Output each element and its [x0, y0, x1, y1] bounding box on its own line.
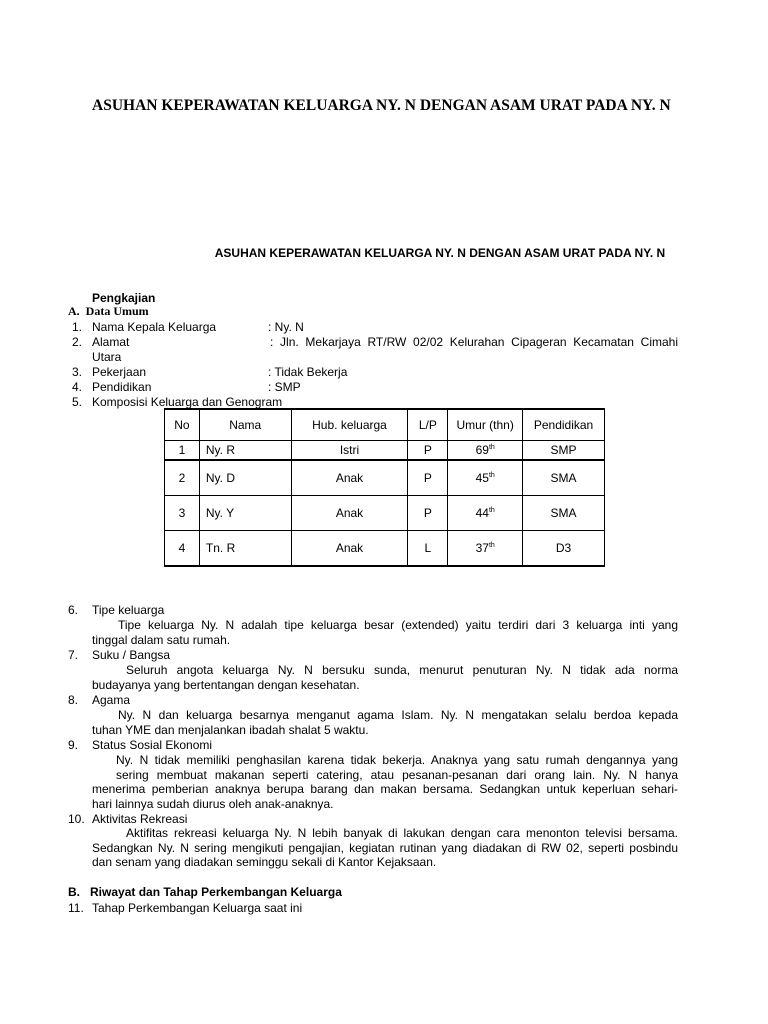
item-number: 9.: [68, 738, 79, 752]
section-b-letter: B.: [68, 885, 80, 899]
table-row: [165, 460, 605, 496]
item-body: [92, 753, 678, 811]
body-line: Seluruh angota keluarga Ny. N bersuku sunda, menurut penuturan Ny. N tidak ada norma: [126, 663, 678, 677]
header-umur: Umur (thn): [448, 409, 523, 441]
cell-umur: [448, 531, 523, 567]
body-line: Ny. N dan keluarga besarnya menganut agama Islam. Ny. N mengatakan selalu berdoa kepada: [118, 708, 678, 722]
item-number: 4.: [72, 380, 83, 394]
header-no: No: [165, 409, 200, 441]
section-b-heading: [68, 885, 342, 899]
value-pendidikan: : SMP: [268, 380, 301, 394]
cell-nama: Ny. Y: [199, 496, 291, 531]
body-line: Ny. N tidak memiliki penghasilan karena tidak bekerja. Anaknya yang satu rumah dengannya yang: [116, 753, 678, 767]
item-number: 7.: [68, 648, 79, 662]
cell-hub: Anak: [291, 496, 408, 531]
section-a-title: Data Umum: [85, 304, 149, 318]
label-pendidikan: Pendidikan: [92, 380, 152, 394]
umur-value: 69: [475, 443, 489, 457]
body-line: budayanya yang bertentangan dengan kesehatan.: [92, 677, 360, 692]
umur-suffix: th: [488, 507, 495, 514]
value-pekerjaan: : Tidak Bekerja: [268, 365, 348, 379]
label-alamat: Alamat: [92, 335, 130, 349]
header-lp: L/P: [408, 409, 448, 441]
item-title: Aktivitas Rekreasi: [92, 812, 188, 826]
family-composition-table: [164, 408, 605, 567]
body-line: menerima pemberian anaknya berupa barang dan makan bersama. Sedangkan untuk keperluan sehari-: [92, 782, 678, 796]
item-body: [92, 826, 678, 870]
cell-pendidikan: SMA: [523, 496, 605, 531]
pengkajian-heading: Pengkajian: [92, 291, 156, 305]
item-body: [92, 708, 678, 737]
value-alamat-cont: Utara: [92, 350, 122, 364]
cell-nama: Tn. R: [199, 531, 291, 567]
item-title: Status Sosial Ekonomi: [92, 738, 213, 752]
cell-lp: L: [408, 531, 448, 567]
header-hub-text: Hub. keluarga: [312, 417, 387, 432]
label-nama-kepala: Nama Kepala Keluarga: [92, 320, 217, 334]
table-header-row: [165, 409, 605, 441]
value-alamat: : Jln. Mekarjaya RT/RW 02/02 Kelurahan Cipageran Kecamatan Cimahi: [270, 335, 678, 349]
table-row: [165, 531, 605, 567]
body-line: tinggal dalam satu rumah.: [92, 632, 231, 647]
cell-umur: [448, 441, 523, 461]
label-pekerjaan: Pekerjaan: [92, 365, 147, 379]
header-nama: Nama: [199, 409, 291, 441]
section-a-heading: [68, 304, 149, 318]
cell-no: 4: [165, 531, 200, 567]
item-body: [92, 618, 678, 647]
section-a-letter: A.: [68, 304, 80, 318]
umur-value: 37: [475, 541, 489, 555]
cell-lp: P: [408, 460, 448, 496]
item-number: 10.: [68, 812, 85, 826]
item-title: Tipe keluarga: [92, 603, 165, 617]
cell-pendidikan: SMA: [523, 460, 605, 496]
body-line: dan senam yang diadakan seminggu sekali di Kantor Kejaksaan.: [92, 855, 437, 869]
data-umum-item-1: [72, 320, 82, 334]
item-number: 2.: [72, 335, 83, 349]
cell-no: 3: [165, 496, 200, 531]
header-pendidikan: Pendidikan: [523, 409, 605, 441]
umur-value: 45: [475, 471, 489, 485]
table-row: [165, 441, 605, 461]
umur-value: 44: [475, 506, 489, 520]
cell-hub: Anak: [291, 460, 408, 496]
cell-no: 2: [165, 460, 200, 496]
cell-nama: Ny. R: [199, 441, 291, 461]
item-number: 11.: [68, 901, 84, 915]
cell-no: 1: [165, 441, 200, 461]
body-line: hari lainnya sudah diurus oleh anak-anaknya.: [92, 796, 334, 811]
label-komposisi: Komposisi Keluarga dan Genogram: [92, 395, 283, 409]
cell-umur: [448, 496, 523, 531]
item-number: 6.: [68, 603, 79, 617]
item-title: Suku / Bangsa: [92, 648, 171, 662]
item-number: 1.: [72, 320, 83, 334]
cell-lp: P: [408, 441, 448, 461]
section-title: ASUHAN KEPERAWATAN KELUARGA NY. N DENGAN ASAM URAT PADA NY. N: [214, 246, 666, 260]
section-b-title: Riwayat dan Tahap Perkembangan Keluarga: [90, 885, 342, 899]
body-line: sering membuat makanan seperti catering, atau pesanan-pesanan dari orang lain. Ny. N hanya: [116, 767, 678, 782]
item-number: 5.: [72, 395, 83, 409]
cell-nama: Ny. D: [199, 460, 291, 496]
item-title: Agama: [92, 693, 131, 707]
umur-suffix: th: [488, 472, 495, 479]
body-line: Aktifitas rekreasi keluarga Ny. N lebih banyak di lakukan dengan cara menonton televisi bersama.: [126, 826, 678, 840]
body-line: Sedangkan Ny. N sering mengikuti pengajian, kegiatan rutinan yang diadakan di RW 02, seperti posbindu: [92, 840, 678, 855]
cell-hub: Anak: [291, 531, 408, 567]
cell-umur: [448, 460, 523, 496]
umur-suffix: th: [488, 542, 495, 549]
item-title: Tahap Perkembangan Keluarga saat ini: [92, 901, 303, 915]
item-number: 8.: [68, 693, 79, 707]
cell-lp: P: [408, 496, 448, 531]
body-line: tuhan YME dan menjalankan ibadah shalat 5 waktu.: [92, 722, 369, 737]
umur-suffix: th: [488, 444, 495, 451]
cell-pendidikan: D3: [523, 531, 605, 567]
cell-pendidikan: SMP: [523, 441, 605, 461]
header-hub-keluarga: [291, 409, 408, 441]
item-number: 3.: [72, 365, 83, 379]
cell-hub: Istri: [291, 441, 408, 461]
value-nama-kepala: : Ny. N: [268, 320, 304, 334]
table-row: [165, 496, 605, 531]
body-line: Tipe keluarga Ny. N adalah tipe keluarga besar (extended) yaitu terdiri dari 3 keluarga inti yang: [118, 618, 678, 632]
document-title: ASUHAN KEPERAWATAN KELUARGA NY. N DENGAN ASAM URAT PADA NY. N: [92, 97, 671, 114]
item-body: [92, 663, 678, 692]
